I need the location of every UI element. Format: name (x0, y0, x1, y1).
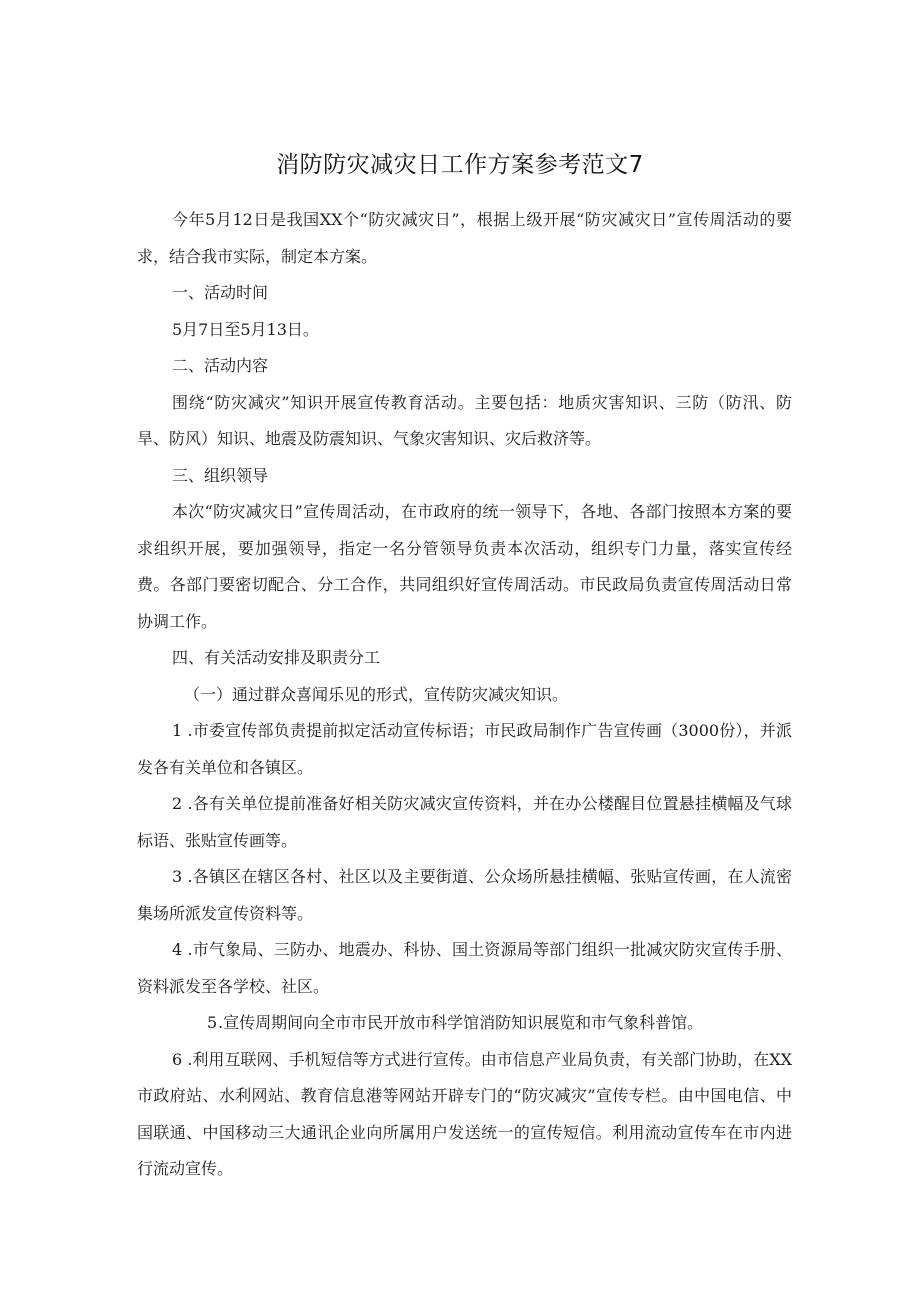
document-body (137, 202, 792, 1188)
section-heading-arrangement: 四、有关活动安排及职责分工 (172, 648, 381, 667)
list-item-5 (137, 1005, 792, 1042)
list-item-3: 3 .各镇区在辖区各村、社区以及主要街道、公众场所悬挂横幅、张贴宣传画，在人流密集场所派发宣传资料等。 (137, 867, 792, 923)
paragraph-intro: 今年5月12日是我国XX个“防灾减灾日”，根据上级开展“防灾减灾日”宣传周活动的要求，结合我市实际，制定本方案。 (137, 210, 792, 266)
list-item-5-number: 5 (207, 1013, 218, 1032)
list-item-1: 1 .市委宣传部负责提前拟定活动宣传标语；市民政局制作广告宣传画（3000份），并派发各有关单位和各镇区。 (137, 721, 792, 777)
list-item-4: 4 .市气象局、三防办、地震办、科协、国土资源局等部门组织一批减灾防灾宣传手册、资料派发至各学校、社区。 (137, 940, 792, 996)
list-item-5-text: .宣传周期间向全市市民开放市科学馆消防知识展览和市气象科普馆。 (218, 1013, 704, 1032)
paragraph-time: 5月7日至5月13日。 (172, 319, 319, 339)
list-item-2: 2 .各有关单位提前准备好相关防灾减灾宣传资料，并在办公楼醒目位置悬挂横幅及气球标语、张贴宣传画等。 (137, 794, 792, 850)
paragraph-content: 围绕“防灾减灾”知识开展宣传教育活动。主要包括：地质灾害知识、三防（防汛、防旱、防风）知识、地震及防震知识、气象灾害知识、灾后救济等。 (137, 392, 792, 448)
list-item-6: 6 .利用互联网、手机短信等方式进行宣传。由市信息产业局负责，有关部门协助，在XX市政府站、水利网站、教育信息港等网站开辟专门的“防灾减灾”宣传专栏。由中国电信、中国联通、中国移动三大通讯企业向所属用户发送统一的宣传短信。利用流动宣传车在市内进行流动宣传。 (137, 1049, 792, 1178)
section-heading-time: 一、活动时间 (172, 283, 269, 302)
paragraph-leadership: 本次“防灾减灾日”宣传周活动，在市政府的统一领导下，各地、各部门按照本方案的要求组织开展，要加强领导，指定一名分管领导负责本次活动，组织专门力量，落实宣传经费。各部门要密切配合、分工合作，共同组织好宣传周活动。市民政局负责宣传周活动日常协调工作。 (137, 502, 792, 631)
section-heading-content: 二、活动内容 (172, 356, 269, 375)
document-title: 消防防灾减灾日工作方案参考范文7 (276, 152, 644, 178)
subsection-heading-1: （一）通过群众喜闻乐见的形式，宣传防灾减灾知识。 (184, 684, 569, 704)
section-heading-leadership: 三、组织领导 (172, 465, 269, 485)
